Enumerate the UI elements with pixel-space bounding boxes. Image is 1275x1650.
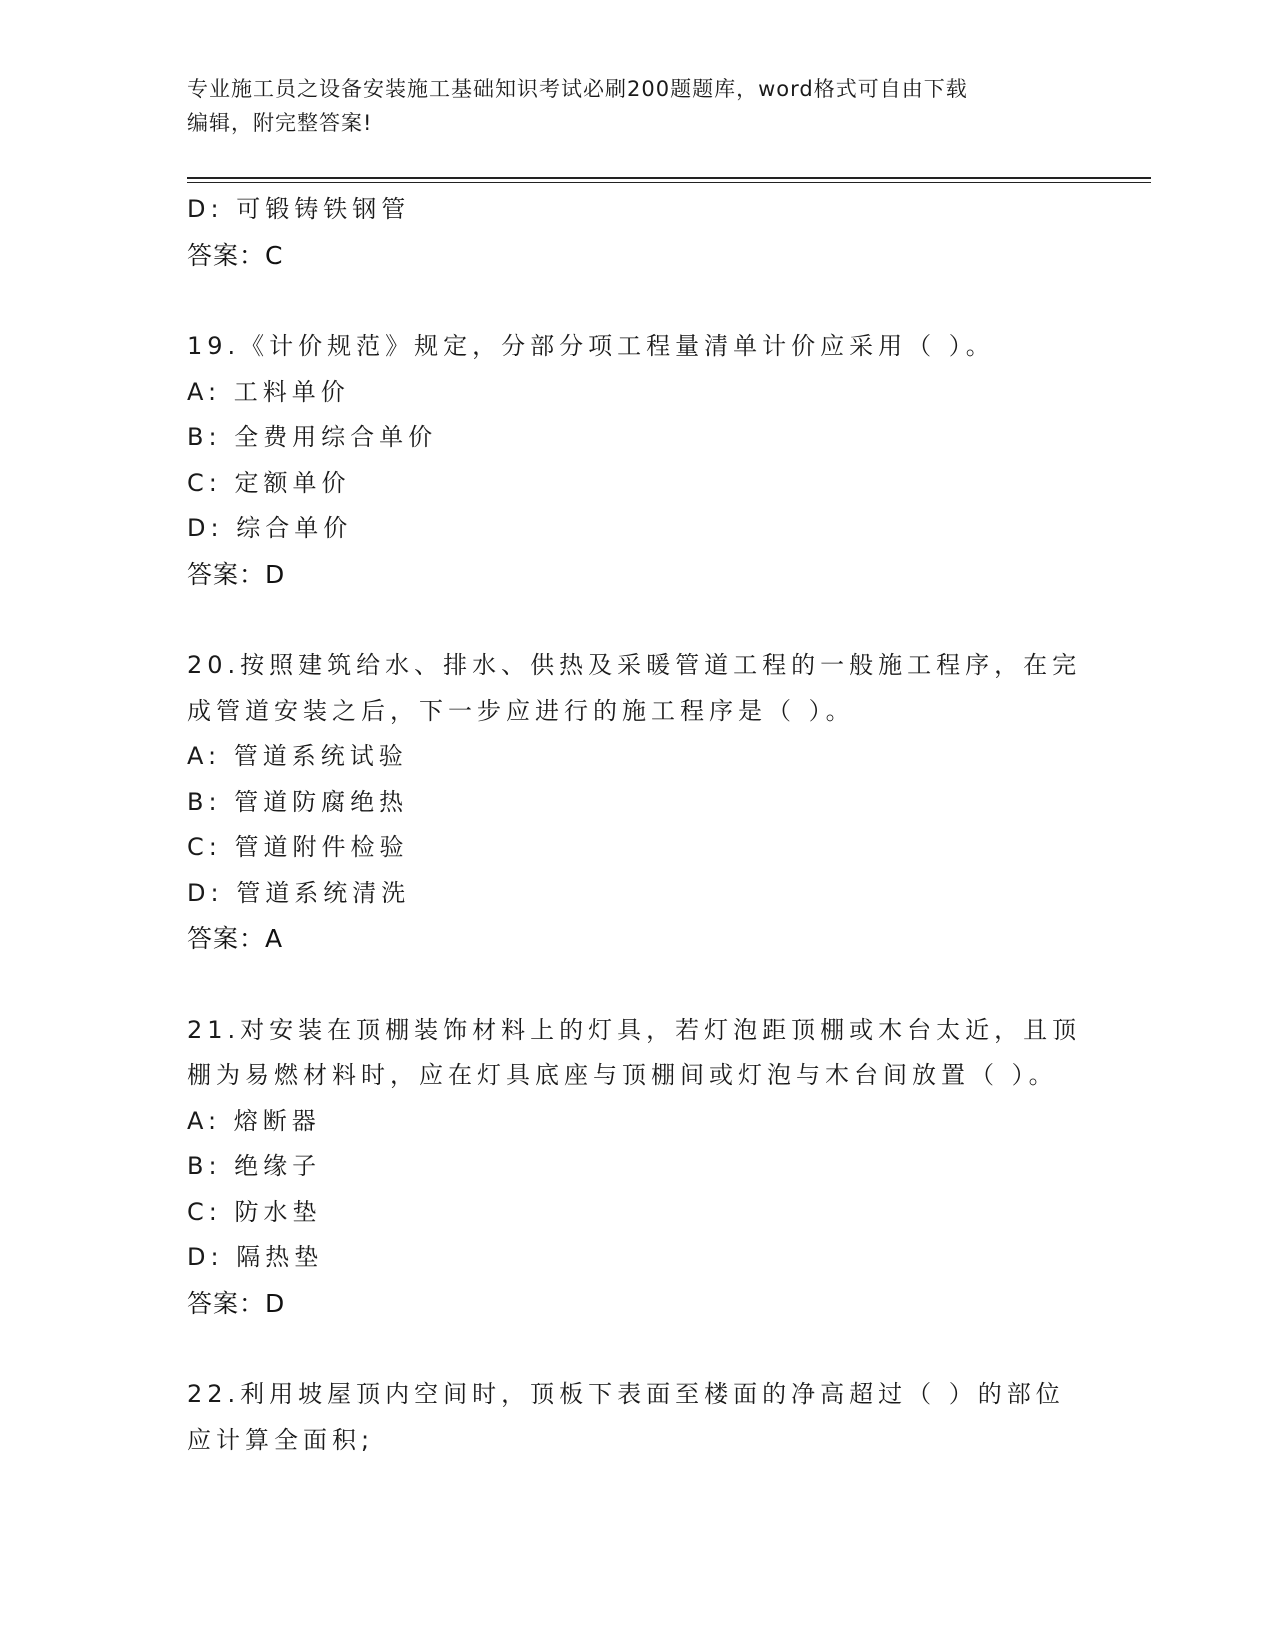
option-b: B: 管道防腐绝热 — [187, 787, 409, 816]
answer-label: 答案：A — [187, 924, 284, 953]
question-22 — [187, 1372, 1087, 1463]
question-text-line-1: 19.《计价规范》规定，分部分项工程量清单计价应采用（ ）。 — [187, 332, 995, 360]
option-d: D: 管道系统清洗 — [187, 878, 411, 907]
document-header — [187, 72, 1067, 140]
answer-label: 答案：D — [187, 559, 286, 589]
option-c: C: 管道附件检验 — [187, 833, 409, 861]
answer-label: 答案：D — [187, 1288, 286, 1318]
option-d: D: 可锻铸铁钢管 — [187, 195, 411, 223]
option-a: A: 熔断器 — [187, 1106, 321, 1135]
header-title-line-2: 编辑，附完整答案! — [187, 111, 373, 135]
spacer — [187, 962, 1087, 1008]
option-d: D: 综合单价 — [187, 514, 353, 542]
header-divider-thick — [187, 177, 1151, 179]
header-divider-thin — [187, 182, 1151, 183]
option-a: A: 管道系统试验 — [187, 742, 408, 770]
answer-label: 答案：C — [187, 240, 284, 270]
spacer — [187, 1326, 1087, 1372]
option-c: C: 防水垫 — [187, 1197, 322, 1226]
question-text-line-2: 成管道安装之后，下一步应进行的施工程序是（ ）。 — [187, 696, 855, 725]
question-text-line-1: 21.对安装在顶棚装饰材料上的灯具，若灯泡距顶棚或木台太近，且顶 — [187, 1015, 1082, 1044]
question-list — [187, 187, 1087, 1463]
header-title-line-1: 专业施工员之设备安装施工基础知识考试必刷200题题库，word格式可自由下载 — [187, 77, 968, 101]
option-d: D: 隔热垫 — [187, 1243, 324, 1271]
option-b: B: 绝缘子 — [187, 1152, 322, 1180]
option-a: A: 工料单价 — [187, 377, 350, 406]
question-19 — [187, 324, 1087, 597]
question-21 — [187, 1008, 1087, 1327]
question-text-line-1: 20.按照建筑给水、排水、供热及采暖管道工程的一般施工程序，在完 — [187, 651, 1082, 679]
question-text-line-2: 棚为易燃材料时，应在灯具底座与顶棚间或灯泡与木台间放置（ ）。 — [187, 1061, 1058, 1089]
spacer — [187, 278, 1087, 324]
option-c: C: 定额单价 — [187, 468, 351, 497]
spacer — [187, 597, 1087, 643]
option-b: B: 全费用综合单价 — [187, 423, 438, 451]
question-text-line-2: 应计算全面积; — [187, 1425, 375, 1454]
question-20 — [187, 643, 1087, 962]
question-text-line-1: 22.利用坡屋顶内空间时，顶板下表面至楼面的净高超过（ ）的部位 — [187, 1380, 1065, 1408]
question-18-tail — [187, 187, 1087, 278]
